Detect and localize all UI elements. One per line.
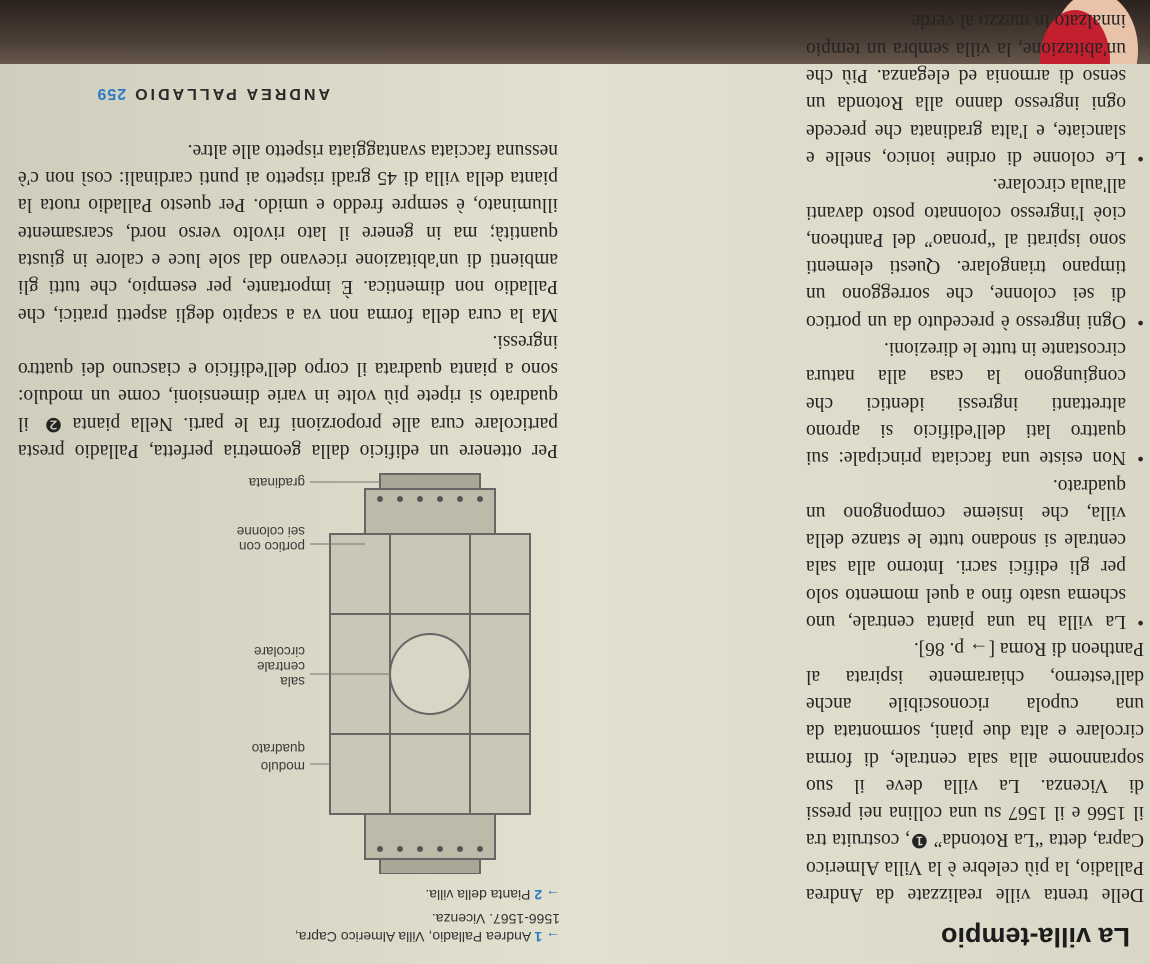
plan-column [397,846,403,852]
figure-number: 2 [534,887,543,903]
paragraph-proporzioni: Per ottenere un edificio dalla geometria perfetta, Palladio presta particolare cura alle proporzioni fra le parti. Nella pianta ❷ il quadrato si ripete più volte in varie dimensioni, come un modulo: sono a pianta quadrata il corpo dell'edificio e ciascuno dei quattro ingressi. [18,330,558,461]
plan-column [417,846,423,852]
left-column [806,7,1144,908]
plan-portico-top [365,814,495,859]
caption-text: Andrea Palladio, Villa Almerico Capra, 1566-1567. Vicenza. [294,911,560,945]
plan-label-modulo: modulo [260,759,305,774]
figure-number: 1 [534,929,543,945]
plan-column [477,846,483,852]
plan-label-quadrato: quadrato [251,741,305,756]
figure-caption-pianta [260,886,560,904]
plan-column [377,846,383,852]
plan-column [437,846,443,852]
bullet-quattro-lati: • Non esiste una facciata principale: sui quattro lati dell'edificio si aprono altrettanti ingressi identici che congiungono la casa alla natura circostante in tutte le direzioni. [806,335,1144,471]
plan-portico-bottom [365,489,495,534]
caption-text: Pianta della villa. [425,887,531,903]
page-footer [96,84,330,102]
plan-column [457,496,463,502]
right-column [18,136,558,464]
page-number: 259 [96,85,127,102]
arrow-icon: → [546,887,560,903]
bullet-portico: • Ogni ingresso è preceduto da un portico di sei colonne, che sorreggono un timpano triangolare. Questi elementi sono ispirati al “pronao” del Pantheon, cioè l'ingresso colonnato posto davanti all'aula circolare. [806,171,1144,335]
plan-column [417,496,423,502]
plan-steps-bottom [380,474,480,489]
footer-author: ANDREA PALLADIO [132,85,330,102]
figure-caption-villa [260,910,560,946]
plan-label-gradinata: gradinata [248,475,305,490]
plan-label-sala-centrale: sala centrale circolare [253,644,305,689]
plan-column [377,496,383,502]
plan-column [397,496,403,502]
plan-column [437,496,443,502]
plan-central-hall [390,634,470,714]
page-title: La villa-tempio [940,922,1130,952]
page-paper [0,10,1150,964]
plan-column [477,496,483,502]
intro-paragraph: Delle trenta ville realizzate da Andrea Palladio, la più celebre è la Villa Almerico Capra, detta “La Rotonda” ❶, costruita tra il 1566 e il 1567 su una collina nei pressi di Vicenza. La villa deve il suo soprannome alla sala centrale, di forma circolare e alta due piani, sormontata da una cupola riconoscibile anche dall'esterno, chiaramente ispirata al Pantheon di Roma [→ p. 86]. [806,638,1144,905]
villa-floor-plan [310,464,550,874]
plan-column [457,846,463,852]
bullet-pianta-centrale: • La villa ha una pianta centrale, uno schema usato fino a quel momento solo per gli edifici sacri. Intorno alla sala centrale si snodano tutte le stanze della villa, che insieme compongono un quadrato. [806,471,1144,635]
arrow-icon: → [546,929,560,945]
bullet-colonne: • Le colonne di ordine ionico, snelle e slanciate, e l'alta gradinata che precede ogni ingresso danno alla Rotonda un senso di armonia ed eleganza. Più che un'abitazione, la villa sembra un tempio innalzato in mezzo al verde. [806,7,1144,171]
plan-label-portico: portico con sei colonne [236,524,305,554]
plan-steps-top [380,859,480,874]
paragraph-aspetti-pratici: Ma la cura della forma non va a scapito degli aspetti pratici, che Palladio non dimentica. È importante, per esempio, che tutti gli ambienti di un'abitazione ricevano dal sole luce e calore in giusta quantità; ma in genere il lato rivolto verso nord, scarsamente illuminato, è sempre freddo e umido. Per questo Palladio ruota la pianta della villa di 45 gradi rispetto ai punti cardinali: così non c'è nessuna facciata svantaggiata rispetto alle altre. [18,139,558,325]
